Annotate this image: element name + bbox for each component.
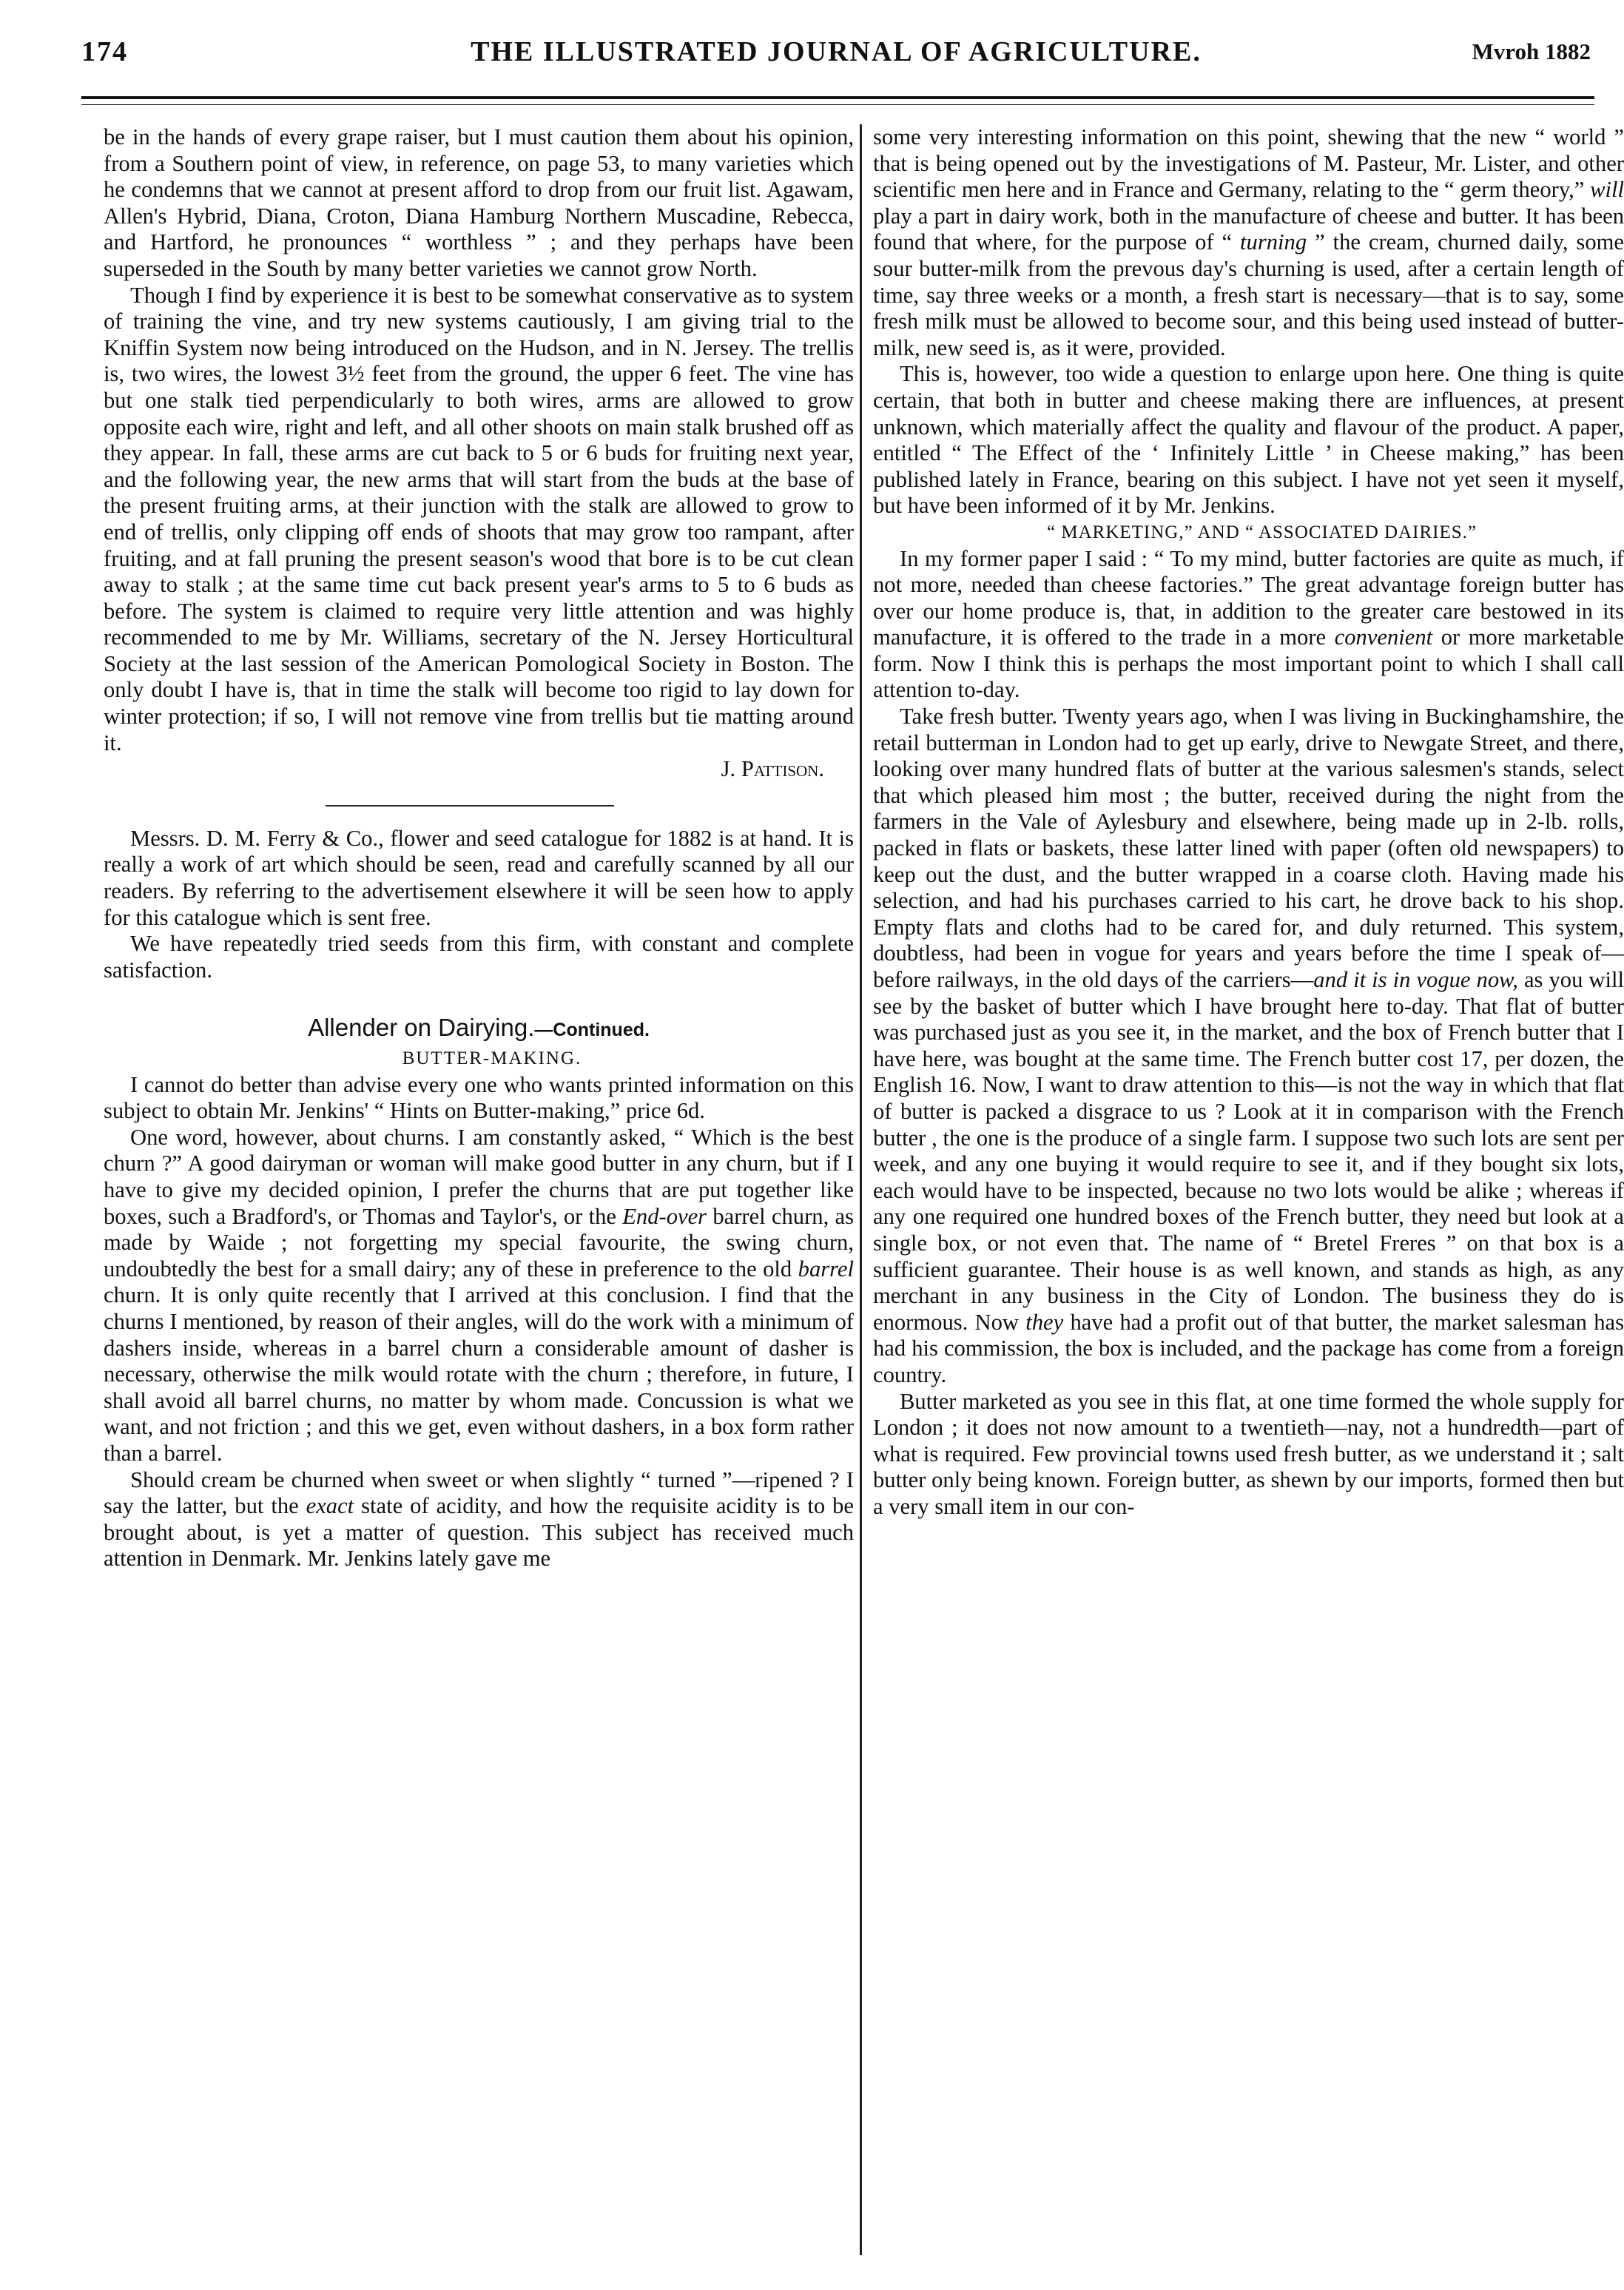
- italic-run: and it is in vogue now,: [1313, 967, 1518, 992]
- right-column: [873, 124, 1624, 2263]
- text-run: Take fresh butter. Twenty years ago, when I was living in Buckinghamshire, the retail butterman in London had to get up early, drive to Newgate Street, and there, looking over many hundred flats of butter at the various salesmen's stands, select that which pleased him most ; the butter, received during the night from the farmers in the Vale of Aylesbury and elsewhere, being made up in 2-lb. rolls, packed in flats or baskets, these latter lined with paper (often old newspapers) to keep out the dust, and the butter wrapped in a coarse cloth. Having made his selection, and had his purchases carried to his cart, he drove back to his shop. Empty flats and cloths had to be cared for, and duly returned. This system, doubtless, had been in vogue for years and years before the time I speak of—before railways, in the old days of the carriers—: [873, 704, 1624, 992]
- paragraph: I cannot do better than advise every one who wants printed information on this subject to obtain Mr. Jenkins' “ Hints on Butter-making,” price 6d.: [104, 1071, 854, 1124]
- paragraph: be in the hands of every grape raiser, but I must caution them about his opinion, from a Southern point of view, in reference, on page 53, to many varieties which he condemns that we cannot at present afford to drop from our fruit list. Agawam, Allen's Hybrid, Diana, Croton, Diana Hamburg Northern Muscadine, Rebecca, and Hartford, he pronounces “ worthless ” ; and they perhaps have been superseded in the South by many better varieties we cannot grow North.: [104, 124, 854, 281]
- text-run: state of acidity, and how the requisite acidity is to be brought about, is yet a matter of question. This subject has received much attention in Denmark. Mr. Jenkins lately gave me: [104, 1493, 854, 1572]
- separator-rule: [104, 783, 854, 826]
- paragraph: [873, 704, 1624, 1388]
- italic-run: convenient: [1334, 624, 1433, 650]
- author-signature: J. Pattison.: [721, 756, 824, 782]
- paragraph: We have repeatedly tried seeds from this firm, with constant and complete satisfaction.: [104, 931, 854, 983]
- paragraph: Butter marketed as you see in this flat, at one time formed the whole supply for London ; it does not now amount to a twentieth—nay, not a hundredth—part of what is required. Few provincial towns used fresh butter, as we understand it ; salt butter only being known. Foreign butter, as shewn by our imports, formed then but a very small item in our con-: [873, 1388, 1624, 1519]
- section-continued: —Continued.: [534, 1020, 650, 1041]
- journal-title: THE ILLUSTRATED JOURNAL OF AGRICULTURE.: [471, 36, 1202, 67]
- section-subheading: BUTTER-MAKING.: [402, 1048, 582, 1068]
- page-header: [81, 36, 1591, 80]
- left-column: [104, 124, 854, 2263]
- italic-run: will: [1590, 177, 1624, 203]
- text-run: as you will see by the basket of butter which I have brought here to-day. That flat of butter was purchased just as you see it, in the market, and the box of French butter that I have here, was bought at the same time. The French butter cost 17, per dozen, the English 16. Now, I want to draw attention to this—is not the way in which that flat of butter is packed a disgrace to us ? Look at it in comparison with the French butter , the one is the produce of a single farm. I suppose two such lots are sent per week, and any one buying it would require to see it, and if they bought six lots, each would have to be inspected, because no two lots would be alike ; whereas if any one required one hundred boxes of the French butter, they need but look at a single box, or not even that. The name of “ Bretel Freres ” on that box is a sufficient guarantee. Their house is as well known, and stands as high, as any merchant in any business in the City of London. The business they do is enormous. Now: [873, 967, 1624, 1335]
- paragraph: [873, 546, 1624, 704]
- section-subheading: “ MARKETING,” AND “ ASSOCIATED DAIRIES.”: [1047, 522, 1477, 542]
- section-title: [104, 1014, 854, 1044]
- text-run: barrel churn, as made by Waide ; not forgetting my special favourite, the swing churn, undoubtedly the best for a small dairy; any of these in preference to the old: [104, 1203, 854, 1282]
- text-run: churn. It is only quite recently that I arrived at this conclusion. I find that the churns I mentioned, by reason of their angles, will do the work with a minimum of dashers inside, whereas in a barrel churn a considerable amount of dasher is necessary, otherwise the milk would rotate with the churn ; therefore, in future, I shall avoid all barrel churns, no matter by whom made. Concussion is what we want, and not friction ; and this we get, even without dashers, in a box form rather than a barrel.: [104, 1282, 854, 1466]
- text-run: ” the cream, churned daily, some sour butter-milk from the prevous day's churning is used, after a certain length of time, say three weeks or a month, a fresh start is necessary—that is to say, some fresh milk must be allowed to become sour, and this being used instead of butter-milk, new seed is, as it were, provided.: [873, 229, 1624, 360]
- text-run: In my former paper I said : “ To my mind, butter factories are quite as much, if not more, needed than cheese factories.” The great advantage foreign butter has over our home produce is, that, in addition to the greater care bestowed in its manufacture, it is offered to the trade in a more: [873, 545, 1624, 650]
- paragraph: [104, 1125, 854, 1467]
- text-run: some very interesting information on this point, shewing that the new “ world ” that is being opened out by the investigations of M. Pasteur, Mr. Lister, and other scientific men here and in France and Germany, relating to the “ germ theory,”: [873, 124, 1624, 203]
- header-rule-thin: [81, 104, 1594, 105]
- paragraph: Messrs. D. M. Ferry & Co., flower and seed catalogue for 1882 is at hand. It is really a work of art which should be seen, read and carefully scanned by all our readers. By referring to the advertisement elsewhere it will be seen how to apply for this catalogue which is sent free.: [104, 825, 854, 930]
- issue-date: Mvroh 1882: [1472, 38, 1591, 64]
- column-divider: [860, 124, 862, 2255]
- text-run: One word, however, about churns. I am constantly asked, “ Which is the best churn ?” A good dairyman or woman will make good butter in any churn, but if I have to give my decided opinion, I prefer the churns that are put together like boxes, such a Bradford's, or Thomas and Taylor's, or the: [104, 1124, 854, 1229]
- italic-run: End-over: [622, 1203, 707, 1229]
- page-number: 174: [81, 36, 128, 67]
- text-run: have had a profit out of that butter, the market salesman has had his commission, the box is included, and the package has come from a foreign country.: [873, 1309, 1624, 1387]
- text-run: or more marketable form. Now I think this is perhaps the most important point to which I shall call attention to-day.: [873, 624, 1624, 703]
- text-run: play a part in dairy work, both in the manufacture of cheese and butter. It has been found that where, for the purpose of “: [873, 203, 1624, 255]
- header-rule: [81, 96, 1594, 99]
- italic-run: they: [1025, 1309, 1064, 1335]
- italic-run: barrel: [798, 1256, 854, 1282]
- paragraph: [873, 124, 1624, 361]
- section-title-text: Allender on Dairying.: [308, 1014, 535, 1042]
- text-run: Should cream be churned when sweet or when slightly “ turned ”—ripened ? I say the latter, but the: [104, 1466, 854, 1519]
- paragraph: Though I find by experience it is best to be somewhat conservative as to system of training the vine, and try new systems cautiously, I am giving trial to the Kniffin System now being introduced on the Hudson, and in N. Jersey. The trellis is, two wires, the lowest 3½ feet from the ground, the upper 6 feet. The vine has but one stalk tied perpendicularly to both wires, arms are allowed to grow opposite each wire, right and left, and all other shoots on main stalk brushed off as they appear. In fall, these arms are cut back to 5 or 6 buds for fruiting next year, and the following year, the new arms that will start from the buds at the base of the present fruiting arms, at their junction with the stalk are allowed to grow to end of trellis, only clipping off ends of shoots that may grow too rampant, after fruiting, and at fall pruning the present season's wood that bore is to be cut clean away to stalk ; at the same time cut back present year's arms to 5 to 6 buds as before. The system is claimed to require very little attention and was highly recommended to me by Mr. Williams, secretary of the N. Jersey Horticultural Society at the last session of the American Pomological Society in Boston. The only doubt I have is, that in time the stalk will become too rigid to lay down for winter protection; if so, I will not remove vine from trellis but tie matting around it.: [104, 282, 854, 755]
- paragraph: This is, however, too wide a question to enlarge upon here. One thing is quite certain, that both in butter and cheese making there are influences, at present unknown, which materially affect the quality and flavour of the product. A paper, entitled “ The Effect of the ‘ Infinitely Little ’ in Cheese making,” has been published lately in France, bearing on this subject. I have not yet seen it myself, but have been informed of it by Mr. Jenkins.: [873, 361, 1624, 519]
- italic-run: exact: [306, 1493, 354, 1519]
- italic-run: turning: [1240, 229, 1307, 255]
- paragraph: [104, 1467, 854, 1572]
